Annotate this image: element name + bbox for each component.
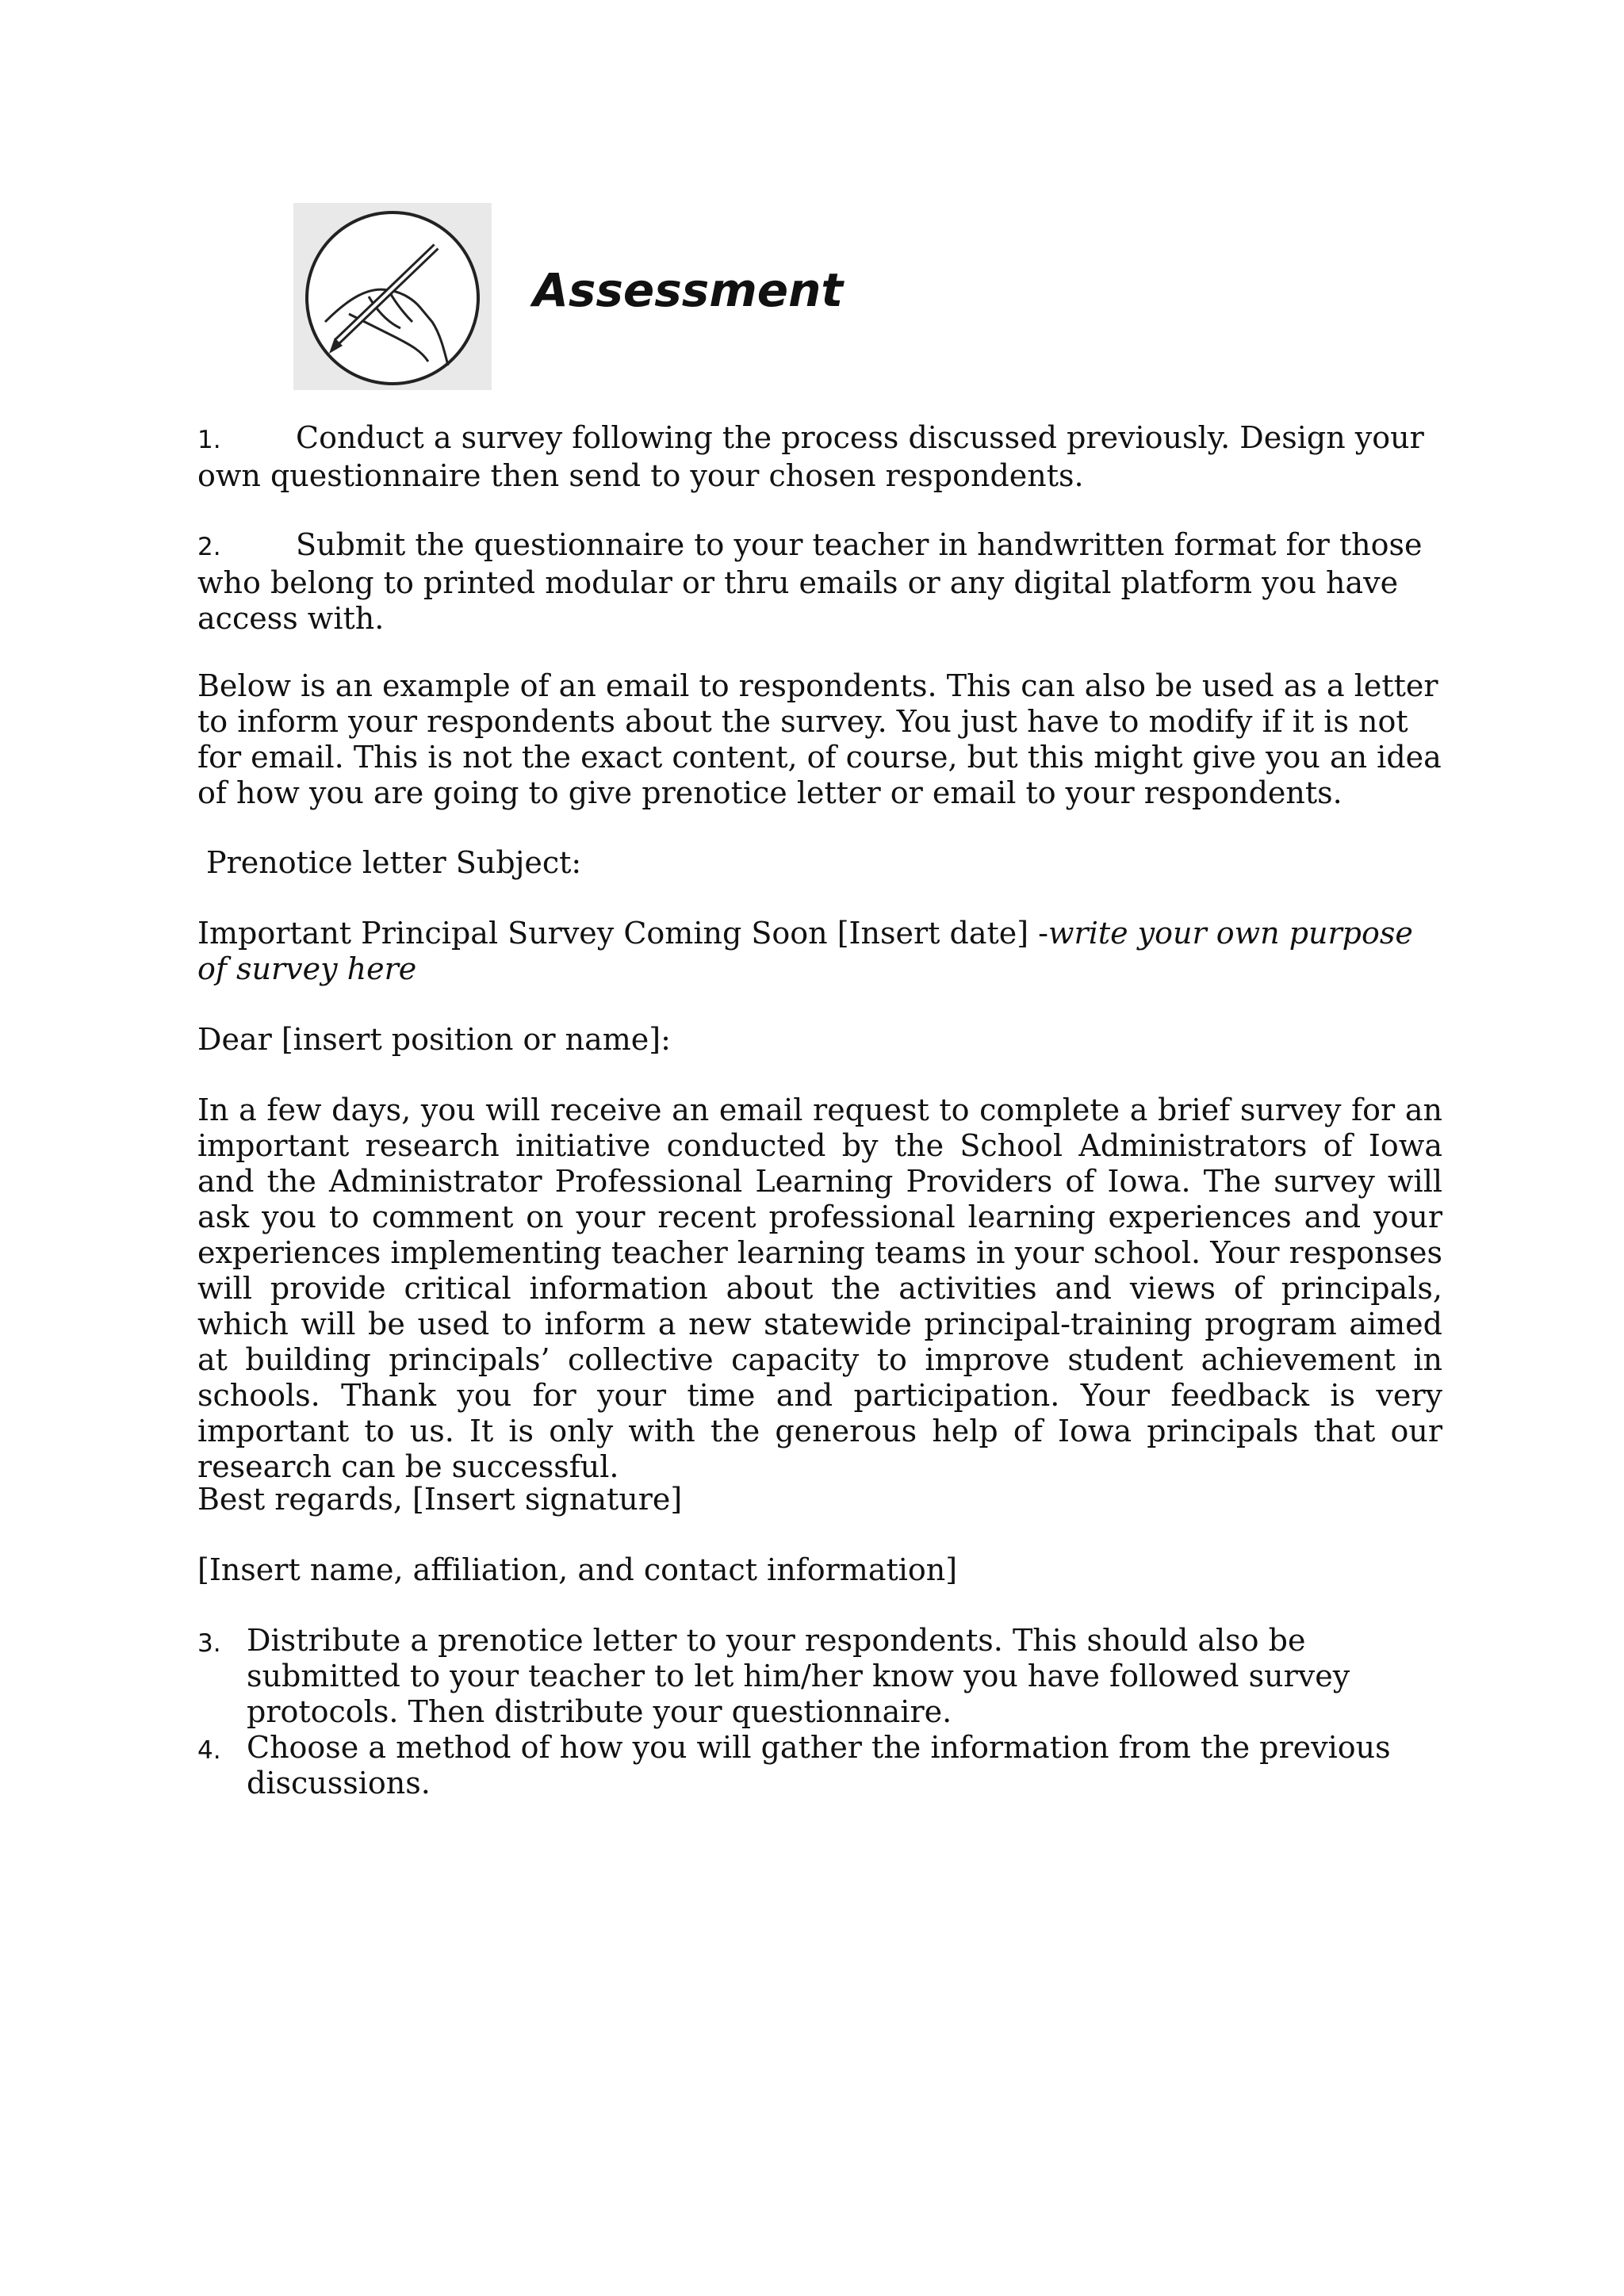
list-item — [197, 527, 1442, 637]
letter-contact: [Insert name, affiliation, and contact information] — [197, 1552, 958, 1587]
letter-subject-line — [197, 916, 1442, 987]
list-item-number: 4. — [197, 1736, 221, 1765]
letter-subject-label: Prenotice letter Subject: — [206, 845, 582, 880]
list-item-text: Conduct a survey following the process discussed previously. Design your own questionnaire then send to your chosen respondents. — [197, 420, 1424, 493]
list-item-number: 3. — [197, 1629, 221, 1658]
list-item-text: Choose a method of how you will gather the information from the previous discussions. — [247, 1730, 1391, 1800]
list-item — [197, 420, 1442, 494]
list-item-number: 1. — [197, 426, 221, 454]
letter-closing: Best regards, [Insert signature] — [197, 1482, 683, 1517]
list-item-number: 2. — [197, 533, 221, 561]
subject-line-italic: write your own purpose of survey here — [197, 916, 1413, 986]
subject-line-text: Important Principal Survey Coming Soon [Insert date] - — [197, 916, 1048, 951]
list-item-text: Submit the questionnaire to your teacher in handwritten format for those who belong to printed modular or thru emails or any digital platform you have access with. — [197, 527, 1423, 636]
list-item — [197, 1623, 1442, 1730]
final-list — [197, 1623, 1442, 1801]
example-paragraph: Below is an example of an email to respondents. This can also be used as a letter to inform your respondents about the survey. You just have to modify if it is not for email. This is not the exact content, of course, but this might give you an idea of how you are going to give prenotice letter or email to your respondents. — [197, 668, 1442, 810]
letter-body: In a few days, you will receive an email request to complete a brief survey for an important research initiative conducted by the School Administrators of Iowa and the Administrator Professional Learning Providers of Iowa. The survey will ask you to comment on your recent professional learning experiences and your experiences implementing teacher learning teams in your school. Your responses will provide critical information about the activities and views of principals, which will be used to inform a new statewide principal-training program aimed at building principals’ collective capacity to improve student achievement in schools. Thank you for your time and participation. Your feedback is very important to us. It is only with the generous help of Iowa principals that our research can be successful. — [197, 1093, 1442, 1484]
pencil-hand-icon — [293, 203, 492, 390]
list-item — [197, 1730, 1442, 1801]
page-title: Assessment — [533, 263, 844, 317]
list-item-text: Distribute a prenotice letter to your respondents. This should also be submitted to your teacher to let him/her know you have followed survey protocols. Then distribute your questionnaire. — [247, 1623, 1350, 1729]
letter-salutation: Dear [insert position or name]: — [197, 1022, 671, 1057]
